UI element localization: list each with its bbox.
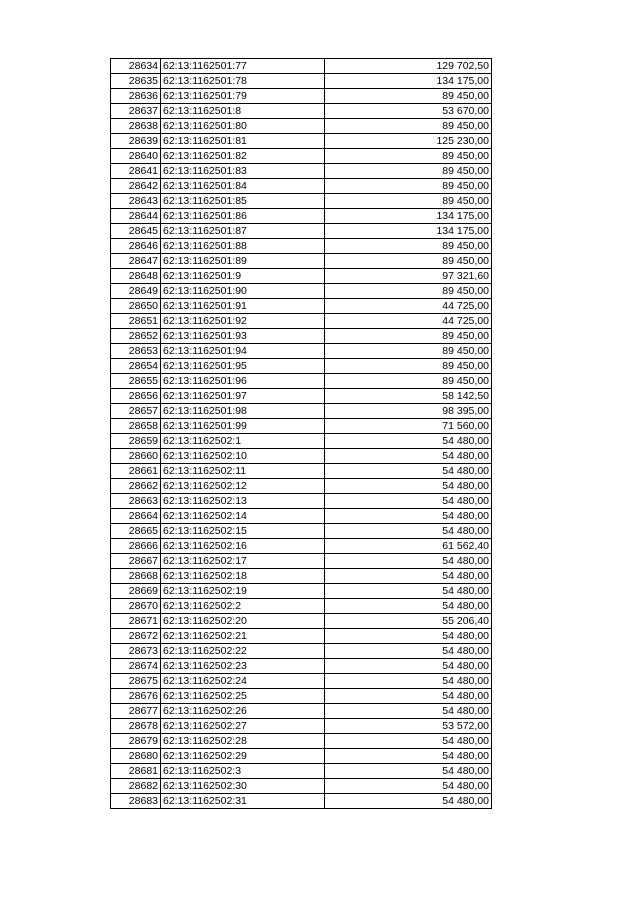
table-row bbox=[111, 569, 492, 584]
cadastral-value-cell: 54 480,00 bbox=[325, 644, 492, 659]
cadastral-value-cell: 89 450,00 bbox=[325, 374, 492, 389]
row-number-cell: 28644 bbox=[111, 209, 161, 224]
cadastral-number-cell: 62:13:1162501:88 bbox=[161, 239, 325, 254]
cadastral-value-cell: 54 480,00 bbox=[325, 599, 492, 614]
row-number-cell: 28642 bbox=[111, 179, 161, 194]
cadastral-value-cell: 54 480,00 bbox=[325, 434, 492, 449]
cadastral-number-cell: 62:13:1162502:19 bbox=[161, 584, 325, 599]
row-number-cell: 28679 bbox=[111, 734, 161, 749]
row-number-cell: 28654 bbox=[111, 359, 161, 374]
cadastral-value-cell: 54 480,00 bbox=[325, 674, 492, 689]
row-number-cell: 28647 bbox=[111, 254, 161, 269]
row-number-cell: 28678 bbox=[111, 719, 161, 734]
table-row bbox=[111, 374, 492, 389]
cadastral-number-cell: 62:13:1162501:98 bbox=[161, 404, 325, 419]
cadastral-number-cell: 62:13:1162502:18 bbox=[161, 569, 325, 584]
cadastral-number-cell: 62:13:1162501:83 bbox=[161, 164, 325, 179]
row-number-cell: 28657 bbox=[111, 404, 161, 419]
cadastral-value-cell: 89 450,00 bbox=[325, 179, 492, 194]
row-number-cell: 28651 bbox=[111, 314, 161, 329]
table-row bbox=[111, 164, 492, 179]
cadastral-number-cell: 62:13:1162502:28 bbox=[161, 734, 325, 749]
table-row bbox=[111, 224, 492, 239]
cadastral-value-cell: 58 142,50 bbox=[325, 389, 492, 404]
cadastral-value-cell: 54 480,00 bbox=[325, 749, 492, 764]
cadastral-value-cell: 97 321,60 bbox=[325, 269, 492, 284]
table-row bbox=[111, 749, 492, 764]
row-number-cell: 28681 bbox=[111, 764, 161, 779]
document-page bbox=[110, 58, 491, 809]
row-number-cell: 28660 bbox=[111, 449, 161, 464]
row-number-cell: 28673 bbox=[111, 644, 161, 659]
cadastral-value-cell: 89 450,00 bbox=[325, 89, 492, 104]
cadastral-value-cell: 54 480,00 bbox=[325, 779, 492, 794]
cadastral-value-cell: 134 175,00 bbox=[325, 74, 492, 89]
cadastral-value-cell: 54 480,00 bbox=[325, 764, 492, 779]
table-row bbox=[111, 599, 492, 614]
row-number-cell: 28650 bbox=[111, 299, 161, 314]
cadastral-number-cell: 62:13:1162502:3 bbox=[161, 764, 325, 779]
row-number-cell: 28670 bbox=[111, 599, 161, 614]
row-number-cell: 28662 bbox=[111, 479, 161, 494]
table-row bbox=[111, 299, 492, 314]
cadastral-value-cell: 98 395,00 bbox=[325, 404, 492, 419]
row-number-cell: 28655 bbox=[111, 374, 161, 389]
cadastral-number-cell: 62:13:1162501:87 bbox=[161, 224, 325, 239]
table-row bbox=[111, 659, 492, 674]
row-number-cell: 28634 bbox=[111, 59, 161, 74]
table-row bbox=[111, 524, 492, 539]
table-row bbox=[111, 539, 492, 554]
cadastral-value-cell: 89 450,00 bbox=[325, 254, 492, 269]
row-number-cell: 28659 bbox=[111, 434, 161, 449]
cadastral-number-cell: 62:13:1162501:90 bbox=[161, 284, 325, 299]
table-row bbox=[111, 359, 492, 374]
row-number-cell: 28661 bbox=[111, 464, 161, 479]
row-number-cell: 28667 bbox=[111, 554, 161, 569]
cadastral-number-cell: 62:13:1162501:9 bbox=[161, 269, 325, 284]
cadastral-value-cell: 89 450,00 bbox=[325, 344, 492, 359]
cadastral-number-cell: 62:13:1162502:20 bbox=[161, 614, 325, 629]
cadastral-number-cell: 62:13:1162501:89 bbox=[161, 254, 325, 269]
cadastral-number-cell: 62:13:1162502:30 bbox=[161, 779, 325, 794]
row-number-cell: 28646 bbox=[111, 239, 161, 254]
table-row bbox=[111, 134, 492, 149]
table-row bbox=[111, 344, 492, 359]
row-number-cell: 28665 bbox=[111, 524, 161, 539]
table-row bbox=[111, 59, 492, 74]
row-number-cell: 28656 bbox=[111, 389, 161, 404]
row-number-cell: 28674 bbox=[111, 659, 161, 674]
cadastral-number-cell: 62:13:1162502:17 bbox=[161, 554, 325, 569]
cadastral-number-cell: 62:13:1162501:95 bbox=[161, 359, 325, 374]
table-row bbox=[111, 509, 492, 524]
table-row bbox=[111, 464, 492, 479]
cadastral-number-cell: 62:13:1162501:99 bbox=[161, 419, 325, 434]
cadastral-value-cell: 54 480,00 bbox=[325, 509, 492, 524]
cadastral-value-cell: 89 450,00 bbox=[325, 239, 492, 254]
row-number-cell: 28635 bbox=[111, 74, 161, 89]
cadastral-number-cell: 62:13:1162502:11 bbox=[161, 464, 325, 479]
row-number-cell: 28641 bbox=[111, 164, 161, 179]
table-row bbox=[111, 239, 492, 254]
row-number-cell: 28676 bbox=[111, 689, 161, 704]
cadastral-number-cell: 62:13:1162502:29 bbox=[161, 749, 325, 764]
table-row bbox=[111, 419, 492, 434]
cadastral-value-cell: 53 670,00 bbox=[325, 104, 492, 119]
cadastral-value-cell: 89 450,00 bbox=[325, 329, 492, 344]
row-number-cell: 28666 bbox=[111, 539, 161, 554]
cadastral-number-cell: 62:13:1162501:81 bbox=[161, 134, 325, 149]
cadastral-number-cell: 62:13:1162501:82 bbox=[161, 149, 325, 164]
cadastral-value-cell: 54 480,00 bbox=[325, 584, 492, 599]
row-number-cell: 28683 bbox=[111, 794, 161, 809]
table-row bbox=[111, 254, 492, 269]
cadastral-value-cell: 89 450,00 bbox=[325, 164, 492, 179]
table-row bbox=[111, 314, 492, 329]
table-row bbox=[111, 794, 492, 809]
cadastral-number-cell: 62:13:1162501:8 bbox=[161, 104, 325, 119]
table-row bbox=[111, 194, 492, 209]
table-row bbox=[111, 764, 492, 779]
cadastral-number-cell: 62:13:1162501:86 bbox=[161, 209, 325, 224]
cadastral-number-cell: 62:13:1162502:2 bbox=[161, 599, 325, 614]
row-number-cell: 28643 bbox=[111, 194, 161, 209]
row-number-cell: 28664 bbox=[111, 509, 161, 524]
table-row bbox=[111, 719, 492, 734]
cadastral-number-cell: 62:13:1162501:91 bbox=[161, 299, 325, 314]
cadastral-number-cell: 62:13:1162502:27 bbox=[161, 719, 325, 734]
cadastral-value-cell: 89 450,00 bbox=[325, 194, 492, 209]
row-number-cell: 28677 bbox=[111, 704, 161, 719]
table-row bbox=[111, 149, 492, 164]
cadastral-number-cell: 62:13:1162502:16 bbox=[161, 539, 325, 554]
table-row bbox=[111, 479, 492, 494]
cadastral-value-cell: 54 480,00 bbox=[325, 689, 492, 704]
row-number-cell: 28672 bbox=[111, 629, 161, 644]
cadastral-value-cell: 61 562,40 bbox=[325, 539, 492, 554]
cadastral-value-cell: 134 175,00 bbox=[325, 209, 492, 224]
cadastral-value-cell: 54 480,00 bbox=[325, 629, 492, 644]
table-row bbox=[111, 674, 492, 689]
table-row bbox=[111, 554, 492, 569]
cadastral-value-cell: 129 702,50 bbox=[325, 59, 492, 74]
table-row bbox=[111, 614, 492, 629]
cadastral-number-cell: 62:13:1162501:92 bbox=[161, 314, 325, 329]
row-number-cell: 28649 bbox=[111, 284, 161, 299]
cadastral-number-cell: 62:13:1162502:1 bbox=[161, 434, 325, 449]
row-number-cell: 28671 bbox=[111, 614, 161, 629]
table-row bbox=[111, 644, 492, 659]
row-number-cell: 28658 bbox=[111, 419, 161, 434]
cadastral-number-cell: 62:13:1162502:12 bbox=[161, 479, 325, 494]
cadastral-number-cell: 62:13:1162502:15 bbox=[161, 524, 325, 539]
cadastral-number-cell: 62:13:1162501:85 bbox=[161, 194, 325, 209]
cadastral-number-cell: 62:13:1162501:97 bbox=[161, 389, 325, 404]
cadastral-value-cell: 54 480,00 bbox=[325, 734, 492, 749]
cadastral-value-cell: 44 725,00 bbox=[325, 299, 492, 314]
row-number-cell: 28669 bbox=[111, 584, 161, 599]
cadastral-number-cell: 62:13:1162501:94 bbox=[161, 344, 325, 359]
cadastral-value-cell: 53 572,00 bbox=[325, 719, 492, 734]
row-number-cell: 28640 bbox=[111, 149, 161, 164]
row-number-cell: 28639 bbox=[111, 134, 161, 149]
row-number-cell: 28653 bbox=[111, 344, 161, 359]
table-row bbox=[111, 119, 492, 134]
cadastral-value-cell: 89 450,00 bbox=[325, 359, 492, 374]
table-row bbox=[111, 584, 492, 599]
cadastral-value-cell: 89 450,00 bbox=[325, 149, 492, 164]
cadastral-number-cell: 62:13:1162502:21 bbox=[161, 629, 325, 644]
cadastral-number-cell: 62:13:1162501:84 bbox=[161, 179, 325, 194]
cadastral-value-cell: 54 480,00 bbox=[325, 524, 492, 539]
cadastral-value-cell: 125 230,00 bbox=[325, 134, 492, 149]
cadastral-number-cell: 62:13:1162502:10 bbox=[161, 449, 325, 464]
table-row bbox=[111, 629, 492, 644]
table-row bbox=[111, 404, 492, 419]
table-row bbox=[111, 269, 492, 284]
table-row bbox=[111, 734, 492, 749]
row-number-cell: 28668 bbox=[111, 569, 161, 584]
cadastral-number-cell: 62:13:1162501:79 bbox=[161, 89, 325, 104]
cadastral-value-cell: 54 480,00 bbox=[325, 554, 492, 569]
cadastral-number-cell: 62:13:1162502:22 bbox=[161, 644, 325, 659]
cadastral-value-cell: 54 480,00 bbox=[325, 659, 492, 674]
cadastral-number-cell: 62:13:1162501:93 bbox=[161, 329, 325, 344]
row-number-cell: 28637 bbox=[111, 104, 161, 119]
table-row bbox=[111, 494, 492, 509]
cadastral-number-cell: 62:13:1162501:78 bbox=[161, 74, 325, 89]
cadastral-number-cell: 62:13:1162502:31 bbox=[161, 794, 325, 809]
cadastral-value-cell: 54 480,00 bbox=[325, 569, 492, 584]
row-number-cell: 28645 bbox=[111, 224, 161, 239]
cadastral-number-cell: 62:13:1162502:25 bbox=[161, 689, 325, 704]
table-row bbox=[111, 104, 492, 119]
cadastral-value-cell: 54 480,00 bbox=[325, 464, 492, 479]
row-number-cell: 28638 bbox=[111, 119, 161, 134]
cadastral-value-cell: 44 725,00 bbox=[325, 314, 492, 329]
cadastral-number-cell: 62:13:1162502:26 bbox=[161, 704, 325, 719]
table-row bbox=[111, 89, 492, 104]
cadastral-value-cell: 54 480,00 bbox=[325, 479, 492, 494]
table-body bbox=[111, 59, 492, 809]
cadastral-value-cell: 54 480,00 bbox=[325, 449, 492, 464]
row-number-cell: 28652 bbox=[111, 329, 161, 344]
table-row bbox=[111, 434, 492, 449]
table-row bbox=[111, 449, 492, 464]
row-number-cell: 28680 bbox=[111, 749, 161, 764]
cadastral-number-cell: 62:13:1162502:24 bbox=[161, 674, 325, 689]
cadastral-value-cell: 54 480,00 bbox=[325, 494, 492, 509]
row-number-cell: 28636 bbox=[111, 89, 161, 104]
cadastral-value-cell: 71 560,00 bbox=[325, 419, 492, 434]
cadastral-number-cell: 62:13:1162501:96 bbox=[161, 374, 325, 389]
cadastral-number-cell: 62:13:1162502:13 bbox=[161, 494, 325, 509]
cadastral-number-cell: 62:13:1162502:14 bbox=[161, 509, 325, 524]
cadastral-value-cell: 54 480,00 bbox=[325, 704, 492, 719]
cadastral-value-cell: 54 480,00 bbox=[325, 794, 492, 809]
table-row bbox=[111, 74, 492, 89]
cadastral-value-cell: 134 175,00 bbox=[325, 224, 492, 239]
table-row bbox=[111, 689, 492, 704]
table-row bbox=[111, 389, 492, 404]
table-row bbox=[111, 284, 492, 299]
table-row bbox=[111, 779, 492, 794]
row-number-cell: 28648 bbox=[111, 269, 161, 284]
cadastral-value-cell: 89 450,00 bbox=[325, 119, 492, 134]
cadastral-value-cell: 55 206,40 bbox=[325, 614, 492, 629]
cadastral-value-table bbox=[110, 58, 492, 809]
row-number-cell: 28682 bbox=[111, 779, 161, 794]
cadastral-number-cell: 62:13:1162501:77 bbox=[161, 59, 325, 74]
cadastral-number-cell: 62:13:1162501:80 bbox=[161, 119, 325, 134]
cadastral-number-cell: 62:13:1162502:23 bbox=[161, 659, 325, 674]
cadastral-value-cell: 89 450,00 bbox=[325, 284, 492, 299]
table-row bbox=[111, 179, 492, 194]
row-number-cell: 28675 bbox=[111, 674, 161, 689]
table-row bbox=[111, 704, 492, 719]
table-row bbox=[111, 329, 492, 344]
table-row bbox=[111, 209, 492, 224]
row-number-cell: 28663 bbox=[111, 494, 161, 509]
